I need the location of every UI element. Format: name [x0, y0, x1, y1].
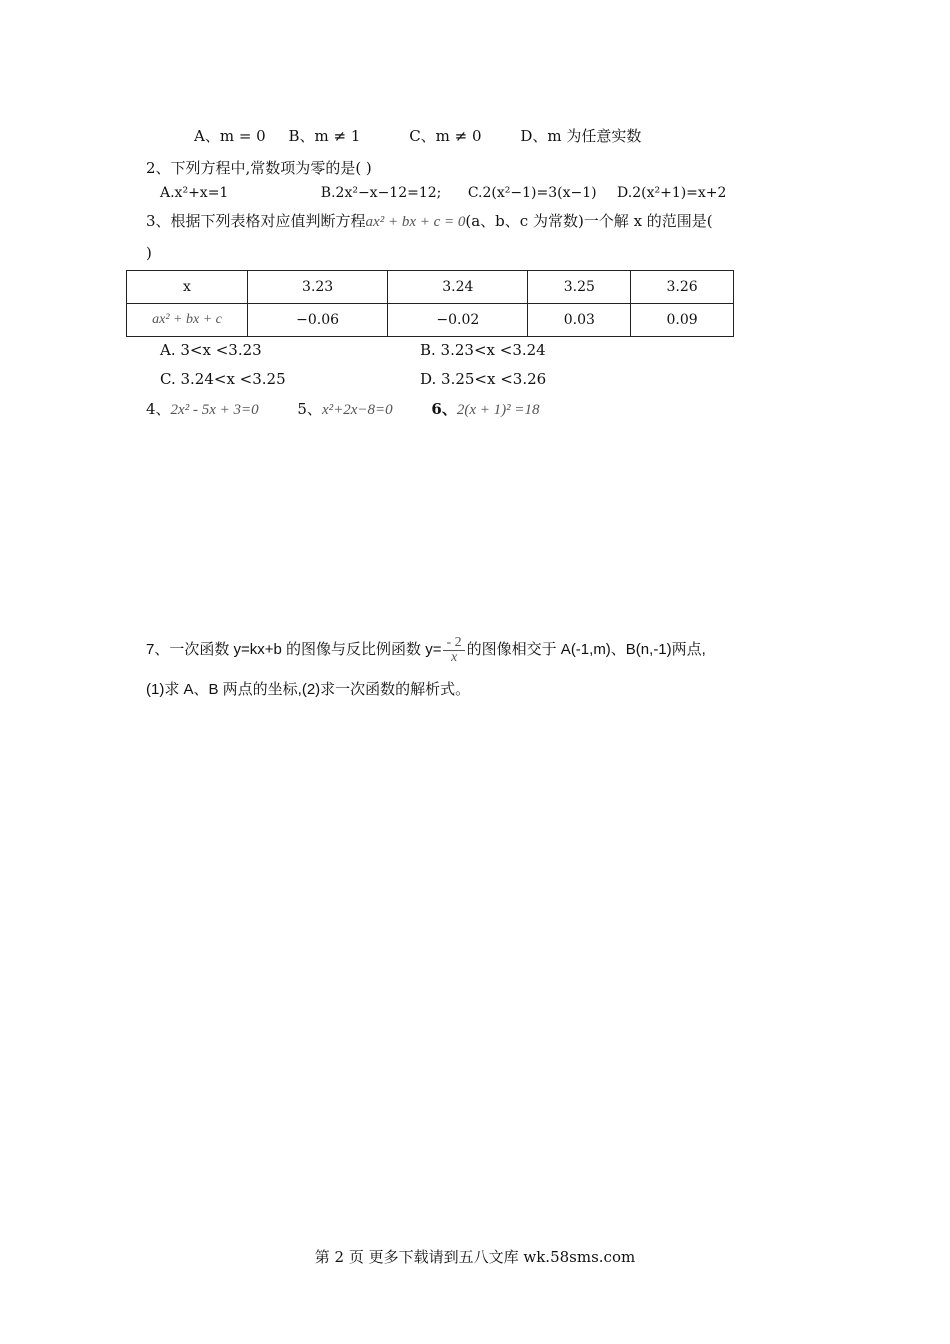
table-cell: −0.06 — [248, 304, 388, 337]
q1-option-c: C、m ≠ 0 — [409, 127, 482, 145]
q3-prefix: 3、根据下列表格对应值判断方程 — [146, 212, 366, 230]
q2-stem: 2、下列方程中,常数项为零的是( ) — [146, 159, 372, 177]
q2-option-c: C.2(x²−1)=3(x−1) — [467, 185, 597, 201]
table-cell: 0.03 — [528, 304, 631, 337]
q4-label: 4、 — [146, 400, 171, 418]
q5-label: 5、 — [297, 400, 322, 418]
table-cell: x — [127, 271, 248, 304]
q7-prefix: 7、一次函数 y=kx+b 的图像与反比例函数 y= — [146, 641, 442, 658]
q5-equation: x²+2x−8=0 — [321, 402, 393, 418]
q3-option-c: C. 3.24<x <3.25 — [160, 370, 286, 388]
q1-options — [194, 126, 641, 146]
q456-equations — [146, 399, 539, 420]
q6-label: 6、 — [431, 400, 457, 418]
q3-option-d: D. 3.25<x <3.26 — [420, 370, 547, 388]
q7-fraction-numerator: - 2 — [443, 636, 464, 651]
q3-close-paren: ) — [146, 244, 152, 262]
q7-subquestions: (1)求 A、B 两点的坐标,(2)求一次函数的解析式。 — [146, 681, 471, 698]
q2-options — [160, 183, 726, 203]
table-cell: ax² + bx + c — [127, 304, 248, 337]
q7-stem — [146, 630, 706, 670]
q6-equation: 2(x + 1)² =18 — [456, 402, 540, 418]
q3-stem — [146, 211, 713, 232]
q7-suffix: 的图像相交于 A(-1,m)、B(n,-1)两点, — [466, 641, 706, 658]
q1-option-a: A、m = 0 — [194, 127, 266, 145]
table-cell: 3.26 — [631, 271, 734, 304]
q3-option-b: B. 3.23<x <3.24 — [420, 341, 546, 359]
table-cell: 0.09 — [631, 304, 734, 337]
q7-fraction — [443, 636, 464, 665]
q4-equation: 2x² - 5x + 3=0 — [170, 402, 259, 418]
q2-option-a: A.x²+x=1 — [160, 185, 229, 201]
q3-equation: ax² + bx + c = 0 — [365, 214, 466, 230]
table-row — [127, 271, 734, 304]
table-cell: 3.24 — [388, 271, 528, 304]
table-cell: 3.25 — [528, 271, 631, 304]
q1-option-b: B、m ≠ 1 — [288, 127, 361, 145]
table-cell: −0.02 — [388, 304, 528, 337]
q2-option-d: D.2(x²+1)=x+2 — [617, 185, 727, 201]
q3-value-table — [126, 270, 734, 337]
q3-suffix: (a、b、c 为常数)一个解 x 的范围是( — [465, 212, 713, 230]
q3-option-a: A. 3<x <3.23 — [160, 341, 262, 359]
q2-option-b: B.2x²−x−12=12; — [320, 185, 442, 201]
page-footer: 第 2 页 更多下载请到五八文库 wk.58sms.com — [314, 1248, 636, 1266]
q1-option-d: D、m 为任意实数 — [520, 127, 642, 145]
table-cell: 3.23 — [248, 271, 388, 304]
table-row — [127, 304, 734, 337]
q7-fraction-denominator: x — [450, 649, 458, 665]
